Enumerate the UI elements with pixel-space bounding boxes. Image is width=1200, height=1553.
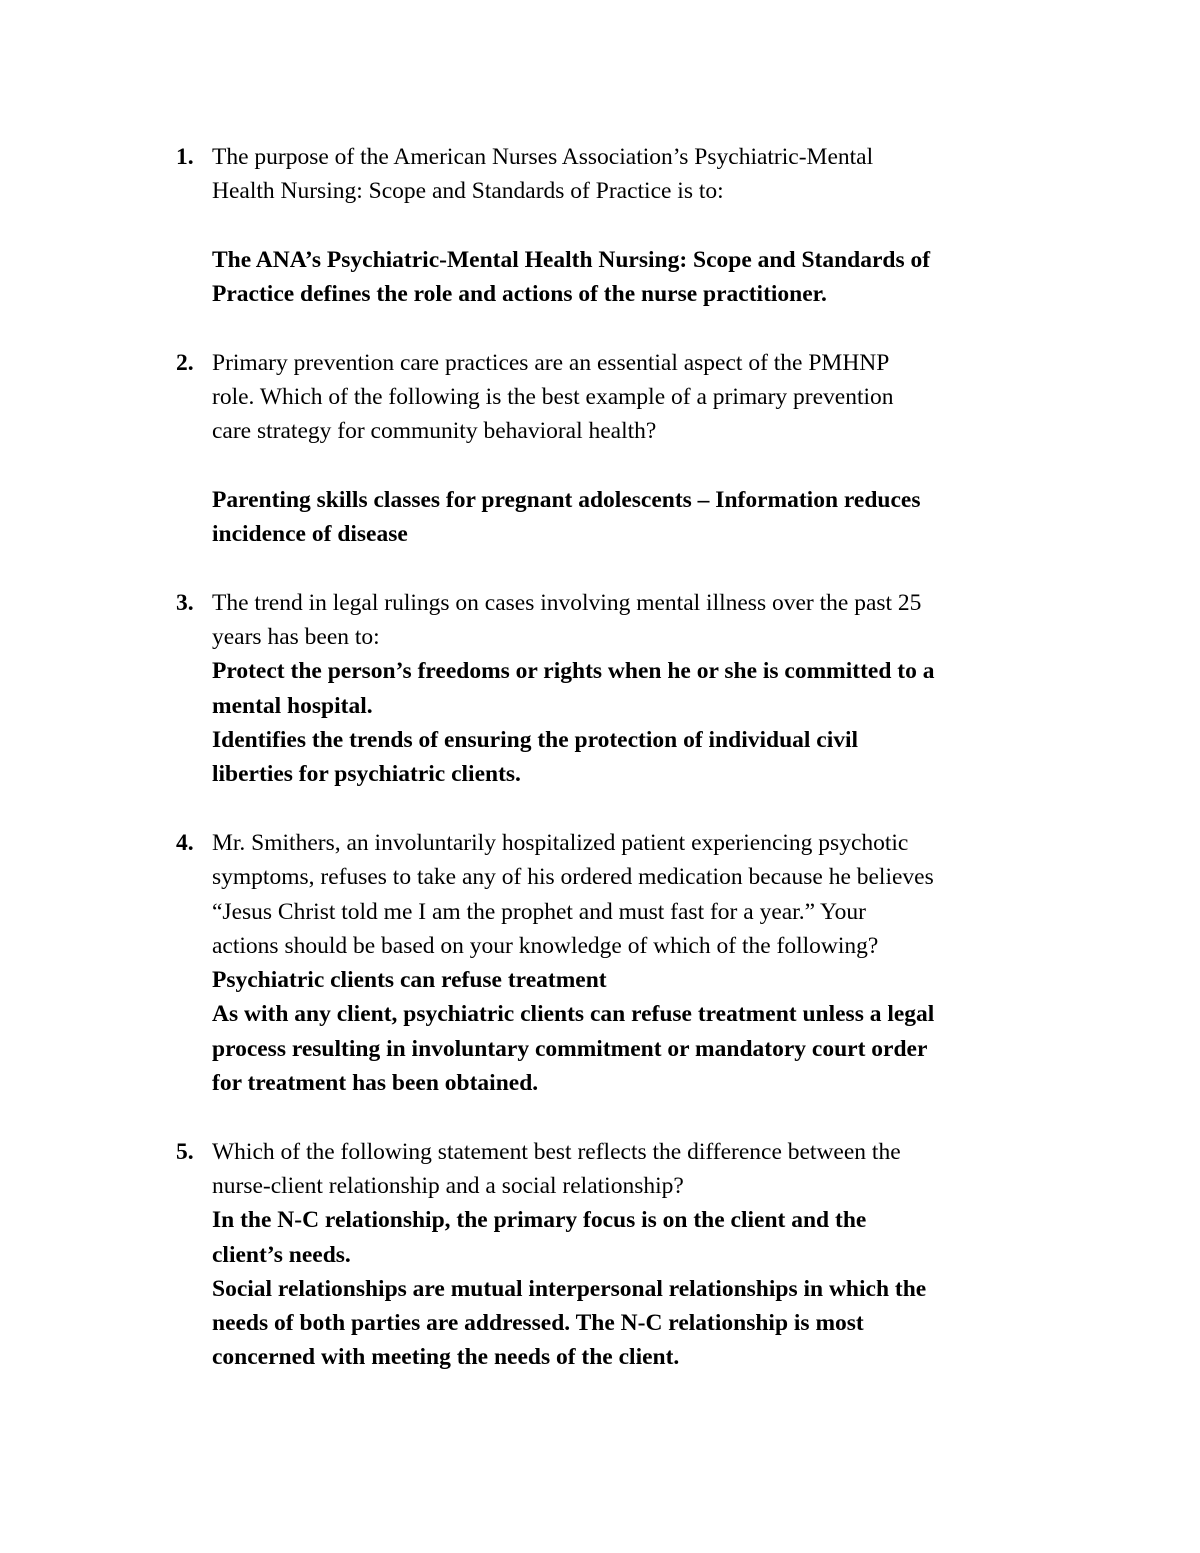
question-number: 4.: [176, 829, 194, 856]
question-text-line: actions should be based on your knowledge of which of the following?: [212, 932, 879, 959]
answer-text-line: mental hospital.: [212, 692, 373, 719]
question-text-line: Health Nursing: Scope and Standards of Practice is to:: [212, 178, 724, 205]
blank-line: [212, 449, 1066, 483]
answer-text-line: Social relationships are mutual interpersonal relationships in which the: [212, 1275, 927, 1302]
blank-line: [212, 209, 1066, 243]
question-text-line: years has been to:: [212, 624, 380, 651]
question-text-line: Primary prevention care practices are an essential aspect of the PMHNP: [212, 349, 890, 376]
answer-text-line: Parenting skills classes for pregnant adolescents – Information reduces: [212, 486, 921, 513]
answer-text-line: incidence of disease: [212, 521, 408, 548]
answer-text-line: client’s needs.: [212, 1241, 351, 1268]
answer-text-line: Psychiatric clients can refuse treatment: [212, 967, 607, 994]
question-2: [166, 346, 1066, 552]
question-text-line: “Jesus Christ told me I am the prophet and must fast for a year.” Your: [212, 898, 866, 925]
answer-text-line: As with any client, psychiatric clients can refuse treatment unless a legal: [212, 1001, 935, 1028]
answer-text-line: concerned with meeting the needs of the client.: [212, 1344, 680, 1371]
question-text-line: The trend in legal rulings on cases involving mental illness over the past 25: [212, 589, 922, 616]
question-text-line: symptoms, refuses to take any of his ordered medication because he believes: [212, 864, 934, 891]
question-5: [166, 1135, 1066, 1375]
question-text-line: nurse-client relationship and a social relationship?: [212, 1172, 684, 1199]
answer-text-line: The ANA’s Psychiatric-Mental Health Nursing: Scope and Standards of: [212, 246, 931, 273]
question-3: [166, 586, 1066, 792]
question-text-line: care strategy for community behavioral health?: [212, 418, 657, 445]
answer-text-line: Protect the person’s freedoms or rights when he or she is committed to a: [212, 658, 935, 685]
question-number: 5.: [176, 1138, 194, 1165]
question-text-line: Which of the following statement best reflects the difference between the: [212, 1138, 901, 1165]
answer-text-line: process resulting in involuntary commitment or mandatory court order: [212, 1035, 928, 1062]
answer-text-line: Identifies the trends of ensuring the protection of individual civil: [212, 727, 859, 754]
question-number: 2.: [176, 349, 194, 376]
question-text-line: role. Which of the following is the best example of a primary prevention: [212, 384, 894, 411]
answer-text-line: liberties for psychiatric clients.: [212, 761, 521, 788]
answer-text-line: needs of both parties are addressed. The N-C relationship is most: [212, 1310, 864, 1337]
question-number: 1.: [176, 144, 194, 170]
question-text-line: The purpose of the American Nurses Association’s Psychiatric-Mental: [212, 144, 874, 170]
answer-text-line: for treatment has been obtained.: [212, 1070, 539, 1097]
question-text-line: Mr. Smithers, an involuntarily hospitalized patient experiencing psychotic: [212, 829, 909, 856]
question-4: [166, 826, 1066, 1100]
answer-text-line: Practice defines the role and actions of the nurse practitioner.: [212, 281, 827, 308]
question-1: [166, 140, 1066, 311]
question-number: 3.: [176, 589, 194, 616]
answer-text-line: In the N-C relationship, the primary focus is on the client and the: [212, 1207, 867, 1234]
question-list: [166, 140, 1066, 1375]
